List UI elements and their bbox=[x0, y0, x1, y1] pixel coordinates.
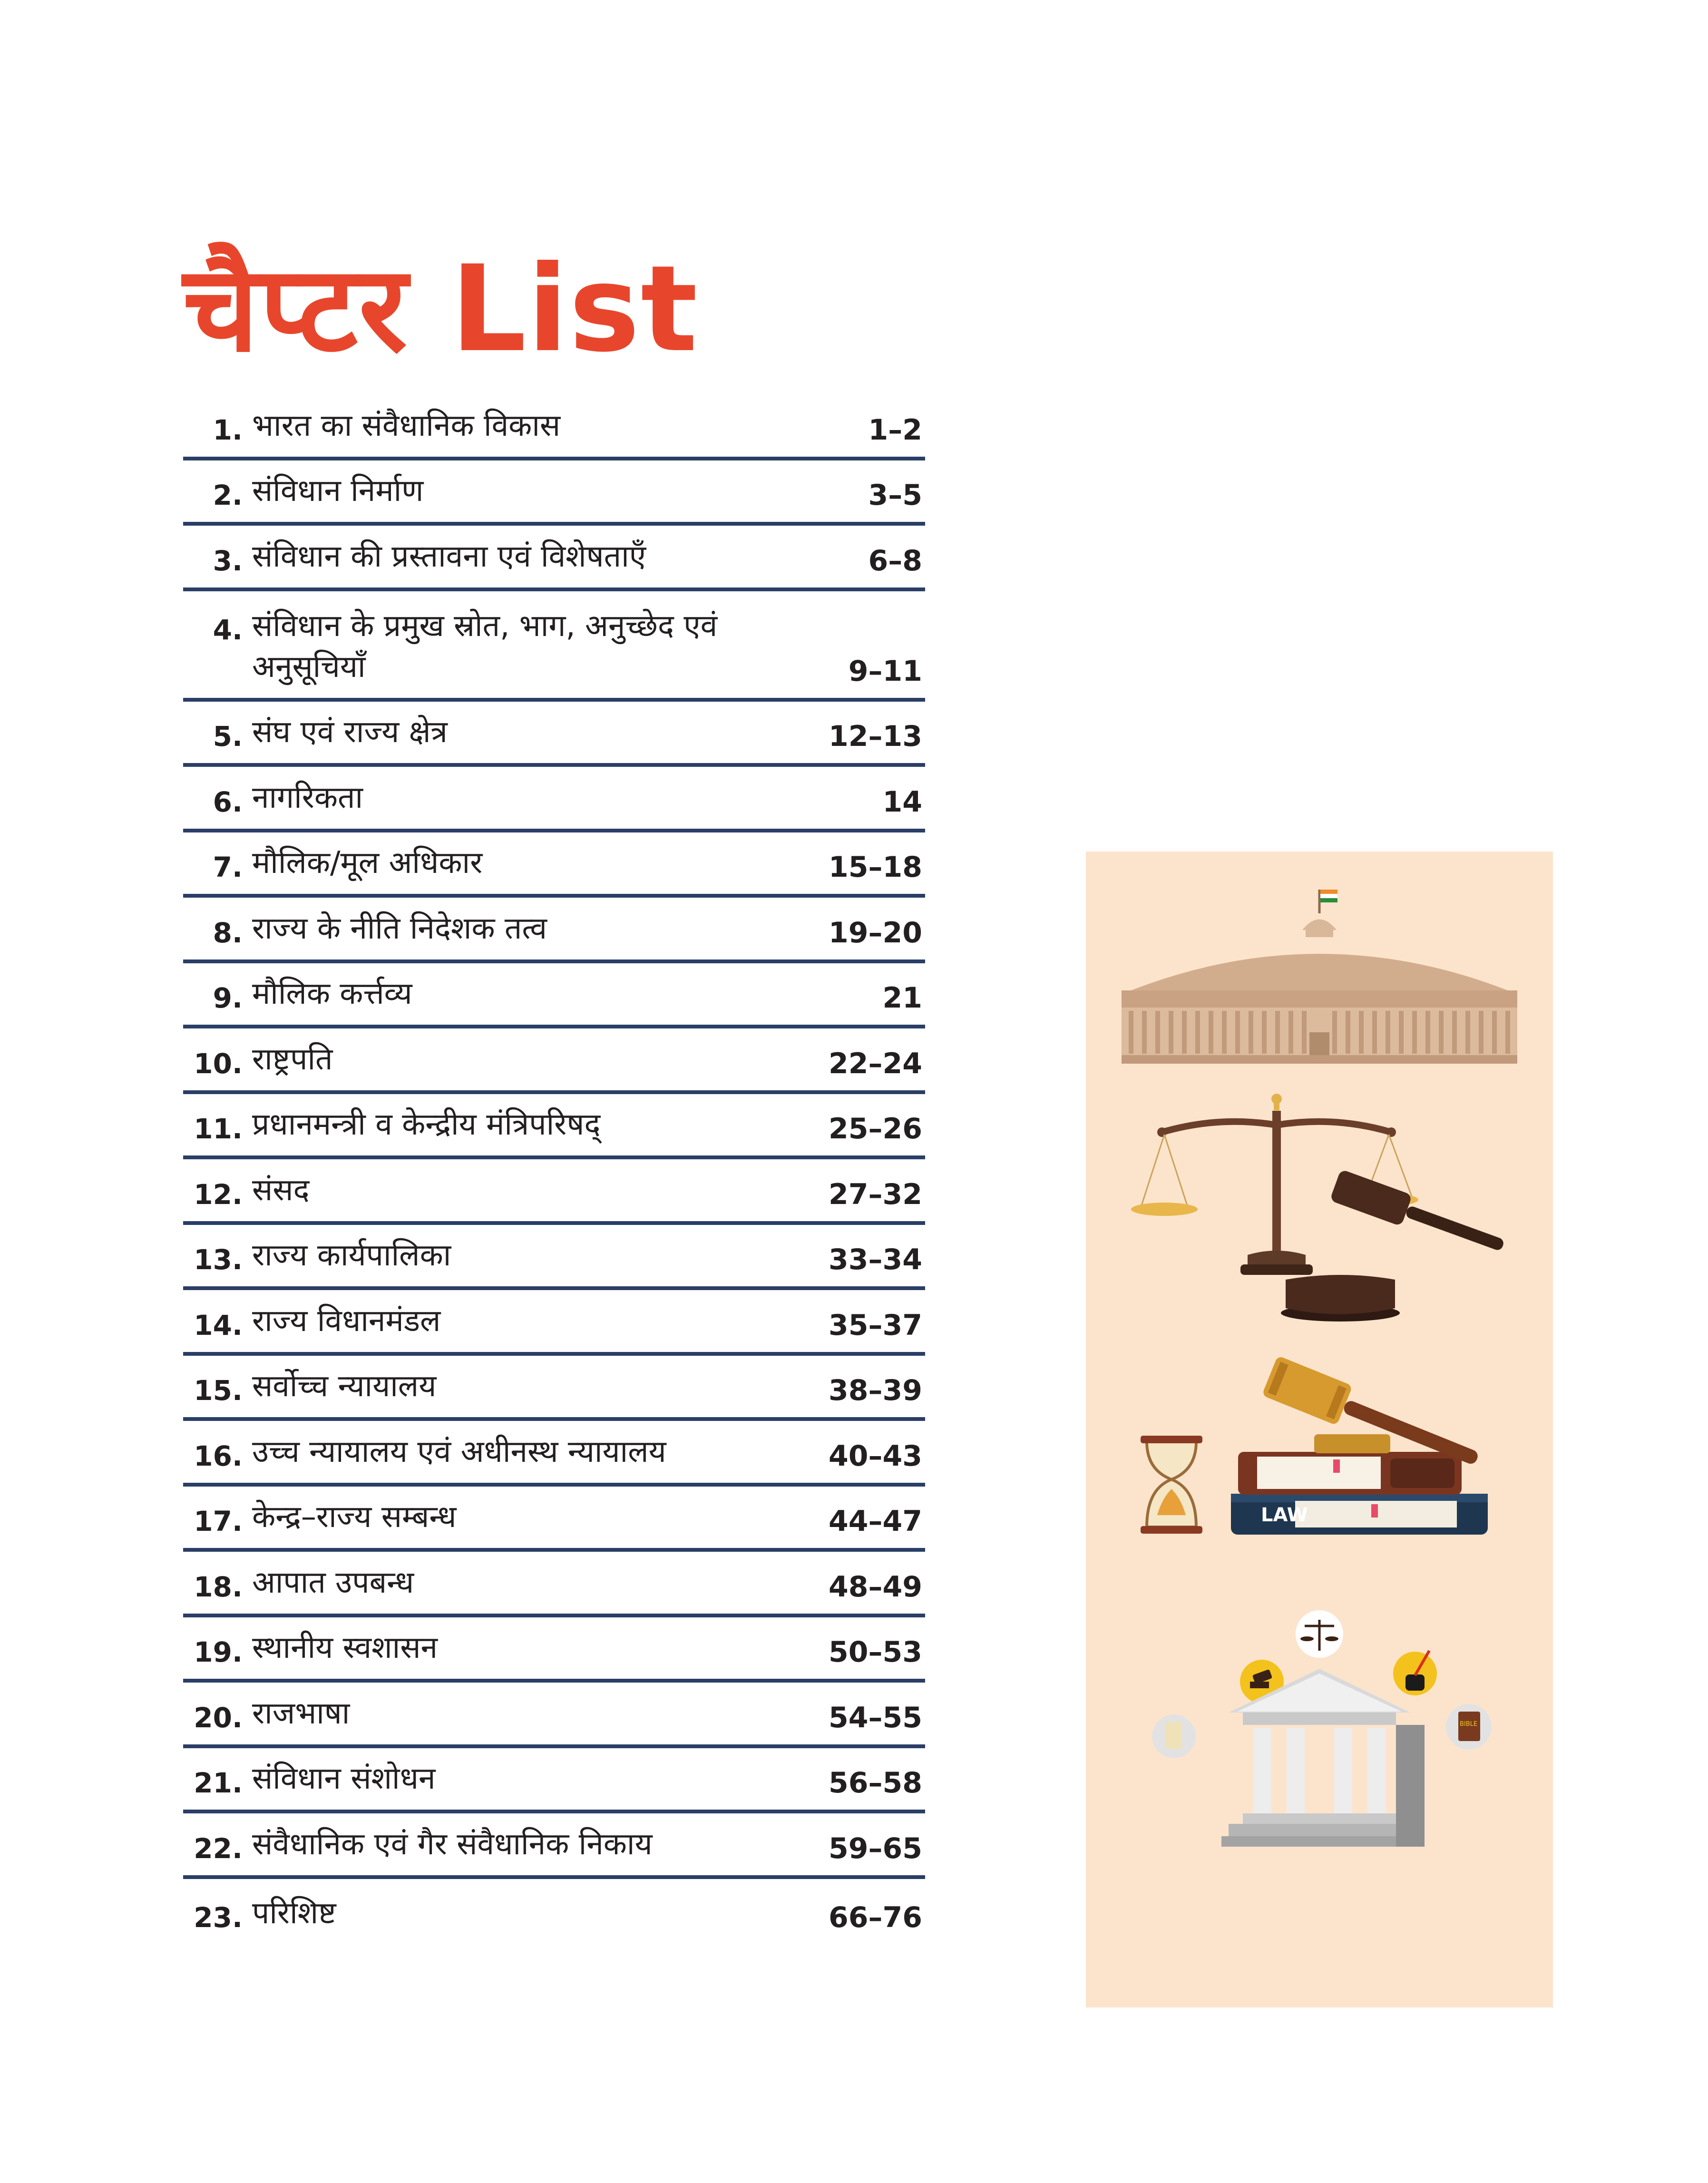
chapter-title: राज्य विधानमंडल bbox=[252, 1303, 441, 1339]
chapter-number: 20. bbox=[194, 1701, 243, 1734]
chapter-number: 15. bbox=[194, 1374, 243, 1407]
chapter-title: संविधान की प्रस्तावना एवं विशेषताएँ bbox=[252, 538, 646, 574]
chapter-pages: 9–11 bbox=[848, 654, 922, 688]
chapter-title: संविधान संशोधन bbox=[252, 1761, 436, 1796]
chapter-row[interactable] bbox=[183, 1094, 925, 1160]
chapter-title: परिशिष्ट bbox=[252, 1896, 336, 1931]
chapter-pages: 40–43 bbox=[829, 1439, 922, 1473]
chapter-row[interactable] bbox=[183, 963, 925, 1029]
chapter-title: सर्वोच्च न्यायालय bbox=[252, 1369, 437, 1404]
chapter-pages: 14 bbox=[882, 785, 922, 819]
chapter-pages: 27–32 bbox=[829, 1177, 922, 1211]
chapter-number: 9. bbox=[213, 982, 243, 1014]
chapter-number: 2. bbox=[213, 479, 243, 511]
chapter-number: 7. bbox=[213, 851, 243, 883]
chapter-title: स्थानीय स्वशासन bbox=[252, 1630, 438, 1665]
chapter-title: केन्द्र–राज्य सम्बन्ध bbox=[252, 1499, 457, 1535]
chapter-number: 5. bbox=[213, 720, 243, 753]
chapter-pages: 33–34 bbox=[829, 1243, 922, 1276]
page-title: चैप्टर List bbox=[183, 240, 699, 378]
chapter-title: राजभाषा bbox=[252, 1695, 350, 1731]
chapter-number: 23. bbox=[194, 1901, 243, 1934]
chapter-row[interactable] bbox=[183, 1552, 925, 1617]
chapter-row[interactable] bbox=[183, 1290, 925, 1356]
chapter-row[interactable] bbox=[183, 1356, 925, 1421]
chapter-title: भारत का संवैधानिक विकास bbox=[252, 408, 561, 443]
chapter-title: राज्य कार्यपालिका bbox=[252, 1238, 451, 1273]
chapter-title: राष्ट्रपति bbox=[252, 1041, 333, 1077]
illustration-art bbox=[1086, 852, 1553, 2007]
chapter-title: आपात उपबन्ध bbox=[252, 1565, 414, 1600]
chapter-pages: 21 bbox=[882, 981, 922, 1015]
law-book-label: LAW bbox=[1261, 1504, 1308, 1526]
chapter-row[interactable] bbox=[183, 1421, 925, 1487]
chapter-title: संघ एवं राज्य क्षेत्र bbox=[252, 715, 448, 750]
chapter-row[interactable] bbox=[183, 1225, 925, 1291]
chapter-number: 17. bbox=[194, 1505, 243, 1537]
chapter-number: 18. bbox=[194, 1570, 243, 1603]
chapter-number: 6. bbox=[213, 785, 243, 818]
chapter-number: 3. bbox=[213, 544, 243, 577]
chapter-number: 1. bbox=[213, 413, 243, 446]
chapter-row[interactable] bbox=[183, 460, 925, 526]
chapter-number: 12. bbox=[194, 1178, 243, 1211]
chapter-row[interactable] bbox=[183, 395, 925, 460]
chapter-title: संविधान के प्रमुख स्रोत, भाग, अनुच्छेद एवं अनुसूचियाँ bbox=[252, 608, 718, 685]
chapter-row[interactable] bbox=[183, 767, 925, 832]
chapter-row[interactable] bbox=[183, 1879, 925, 1945]
chapter-title: उच्च न्यायालय एवं अधीनस्थ न्यायालय bbox=[252, 1434, 666, 1469]
chapter-pages: 15–18 bbox=[829, 851, 922, 884]
chapter-number: 19. bbox=[194, 1636, 243, 1668]
chapter-row[interactable] bbox=[183, 1683, 925, 1748]
chapter-pages: 44–47 bbox=[829, 1505, 922, 1538]
parliament-icon bbox=[1122, 890, 1517, 1064]
chapter-pages: 35–37 bbox=[829, 1308, 922, 1342]
chapter-pages: 54–55 bbox=[829, 1701, 922, 1734]
chapter-row[interactable] bbox=[183, 1748, 925, 1814]
chapter-number: 11. bbox=[194, 1113, 243, 1145]
chapter-row[interactable] bbox=[183, 1617, 925, 1683]
chapter-number: 4. bbox=[213, 613, 243, 646]
chapter-row[interactable] bbox=[183, 1487, 925, 1552]
court-building-icon bbox=[1152, 1610, 1492, 1847]
chapter-title: मौलिक कर्त्तव्य bbox=[252, 976, 412, 1011]
chapter-pages: 1–2 bbox=[868, 413, 922, 447]
chapter-title: राज्य के नीति निदेशक तत्व bbox=[252, 910, 547, 946]
chapter-title: मौलिक/मूल अधिकार bbox=[252, 845, 483, 881]
chapter-row[interactable] bbox=[183, 898, 925, 963]
chapter-pages: 22–24 bbox=[829, 1047, 922, 1080]
chapter-row[interactable] bbox=[183, 1159, 925, 1225]
chapter-row[interactable] bbox=[183, 1813, 925, 1879]
chapter-title: नागरिकता bbox=[252, 780, 363, 815]
chapter-title: प्रधानमन्त्री व केन्द्रीय मंत्रिपरिषद् bbox=[252, 1107, 601, 1142]
chapter-pages: 38–39 bbox=[829, 1374, 922, 1407]
chapter-row[interactable] bbox=[183, 702, 925, 767]
chapter-row[interactable] bbox=[183, 591, 925, 702]
chapter-number: 21. bbox=[194, 1767, 243, 1799]
chapter-title: संविधान निर्माण bbox=[252, 473, 424, 509]
chapter-title: संसद bbox=[252, 1172, 310, 1208]
chapter-number: 13. bbox=[194, 1243, 243, 1276]
bible-label: BIBLE bbox=[1460, 1721, 1478, 1728]
scales-icon bbox=[1131, 1094, 1509, 1322]
chapter-number: 16. bbox=[194, 1439, 243, 1472]
chapter-pages: 50–53 bbox=[829, 1635, 922, 1669]
chapter-number: 10. bbox=[194, 1047, 243, 1080]
chapter-number: 14. bbox=[194, 1309, 243, 1341]
gavel-books-icon bbox=[1141, 1356, 1488, 1535]
chapter-pages: 48–49 bbox=[829, 1570, 922, 1604]
chapter-number: 8. bbox=[213, 916, 243, 949]
chapter-pages: 6–8 bbox=[868, 544, 922, 578]
chapter-row[interactable] bbox=[183, 832, 925, 898]
chapter-title: संवैधानिक एवं गैर संवैधानिक निकाय bbox=[252, 1826, 653, 1862]
chapter-row[interactable] bbox=[183, 526, 925, 591]
chapter-row[interactable] bbox=[183, 1028, 925, 1094]
chapter-number: 22. bbox=[194, 1832, 243, 1865]
illustration-panel bbox=[1086, 852, 1553, 2007]
chapter-pages: 12–13 bbox=[829, 720, 922, 753]
chapter-pages: 25–26 bbox=[829, 1112, 922, 1145]
chapter-pages: 66–76 bbox=[829, 1901, 922, 1934]
chapter-pages: 19–20 bbox=[829, 916, 922, 950]
chapter-pages: 56–58 bbox=[829, 1766, 922, 1800]
chapter-list bbox=[183, 395, 925, 1944]
chapter-pages: 3–5 bbox=[868, 479, 922, 512]
chapter-pages: 59–65 bbox=[829, 1831, 922, 1865]
